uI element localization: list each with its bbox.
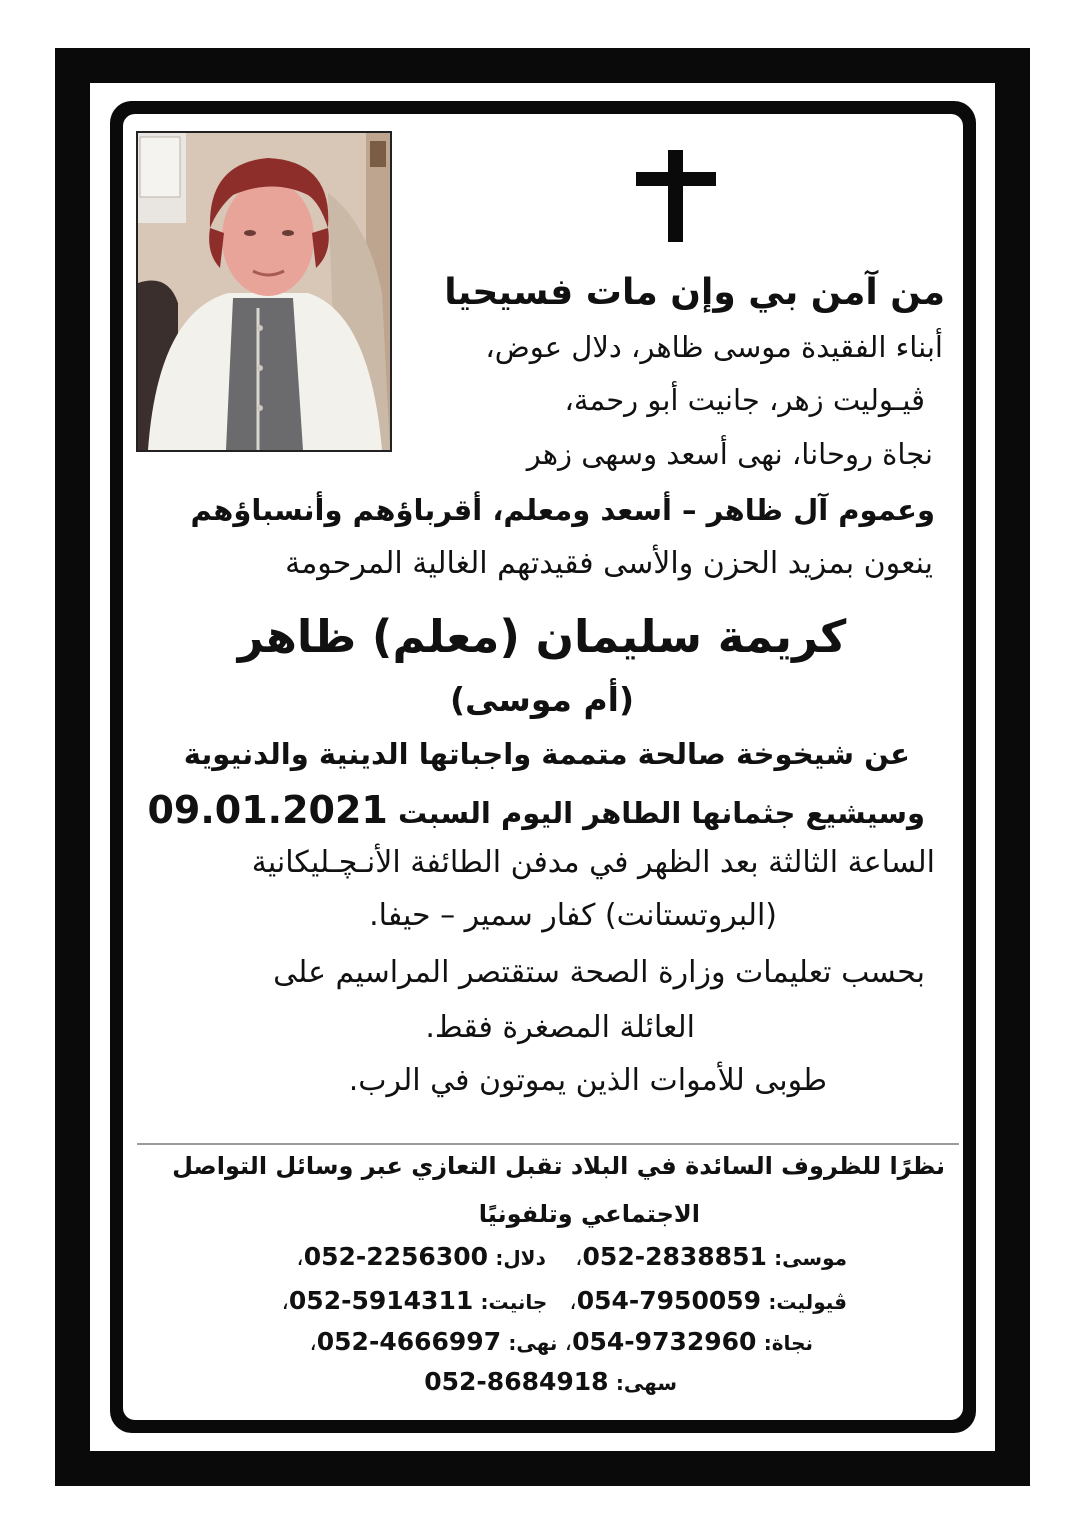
contact-name: موسى: bbox=[774, 1246, 847, 1270]
contact-phone: 052-2838851 bbox=[582, 1242, 767, 1271]
separator: ، bbox=[564, 1330, 573, 1356]
contact-phone: 054-9732960 bbox=[572, 1327, 757, 1356]
funeral-line-1 bbox=[147, 788, 925, 832]
relatives-line: وعموم آل ظاهر – أسعد ومعلم، أقرباؤهم وأنسباؤهم bbox=[190, 493, 935, 527]
funeral-intro: وسيشيع جثمانها الطاهر اليوم السبت bbox=[397, 796, 925, 830]
age-line: عن شيخوخة صالحة متممة واجباتها الدينية والدنيوية bbox=[183, 737, 910, 771]
section-divider bbox=[137, 1143, 959, 1145]
contact-name: نجاة: bbox=[763, 1331, 813, 1355]
children-line-1: أبناء الفقيدة موسى ظاهر، دلال عوض، bbox=[485, 330, 943, 364]
contact-name: ڤيوليت: bbox=[768, 1290, 847, 1314]
portrait-illustration bbox=[138, 133, 390, 450]
condolence-line-2: الاجتماعي وتلفونيًا bbox=[478, 1200, 700, 1228]
contact-name: نهى: bbox=[508, 1331, 558, 1355]
funeral-date: 09.01.2021 bbox=[147, 788, 388, 832]
portrait-photo bbox=[136, 131, 392, 452]
contact-phone: 052-8684918 bbox=[424, 1367, 609, 1396]
contact-phone: 052-4666997 bbox=[316, 1327, 502, 1356]
contact-phone: 052-5914311 bbox=[288, 1286, 474, 1315]
separator: ، bbox=[281, 1289, 289, 1315]
verse-heading: من آمن بي وإن مات فسيحيا bbox=[444, 272, 945, 313]
contact-phone: 052-2256300 bbox=[303, 1242, 489, 1271]
separator: ، bbox=[575, 1245, 583, 1271]
contacts-row-3 bbox=[309, 1327, 813, 1356]
separator: ، bbox=[296, 1245, 304, 1271]
funeral-line-3: (البروتستانت) كفار سمير – حيفا. bbox=[369, 898, 777, 933]
contact-phone: 054-7950059 bbox=[576, 1286, 762, 1315]
children-line-2: ڤيـوليت زهر، جانيت أبو رحمة، bbox=[564, 383, 925, 417]
deceased-nickname: (أم موسى) bbox=[449, 680, 635, 719]
contact-name: جانيت: bbox=[480, 1290, 548, 1314]
separator: ، bbox=[309, 1330, 317, 1356]
blessing-line: طوبى للأموات الذين يموتون في الرب. bbox=[348, 1063, 827, 1098]
contacts-row-1 bbox=[296, 1242, 847, 1271]
contact-name: سهى: bbox=[615, 1371, 677, 1395]
latin-cross-icon bbox=[636, 150, 716, 242]
contact-name: دلال: bbox=[495, 1246, 546, 1270]
children-line-3: نجاة روحانا، نهى أسعد وسهى زهر bbox=[526, 437, 933, 471]
separator: ، bbox=[569, 1289, 577, 1315]
health-line-1: بحسب تعليمات وزارة الصحة ستقتصر المراسيم على bbox=[273, 955, 925, 990]
mourning-line: ينعون بمزيد الحزن والأسى فقيدتهم الغالية المرحومة bbox=[285, 546, 933, 581]
contacts-row-4 bbox=[424, 1367, 677, 1396]
contacts-row-2 bbox=[281, 1286, 847, 1315]
funeral-line-2: الساعة الثالثة بعد الظهر في مدفن الطائفة الأنـﭽـليكانية bbox=[251, 845, 935, 880]
deceased-name: كريمة سليمان (معلم) ظاهر bbox=[237, 610, 847, 663]
health-line-2: العائلة المصغرة فقط. bbox=[425, 1010, 695, 1045]
condolence-line-1: نظرًا للظروف السائدة في البلاد تقبل التعازي عبر وسائل التواصل bbox=[172, 1152, 945, 1180]
